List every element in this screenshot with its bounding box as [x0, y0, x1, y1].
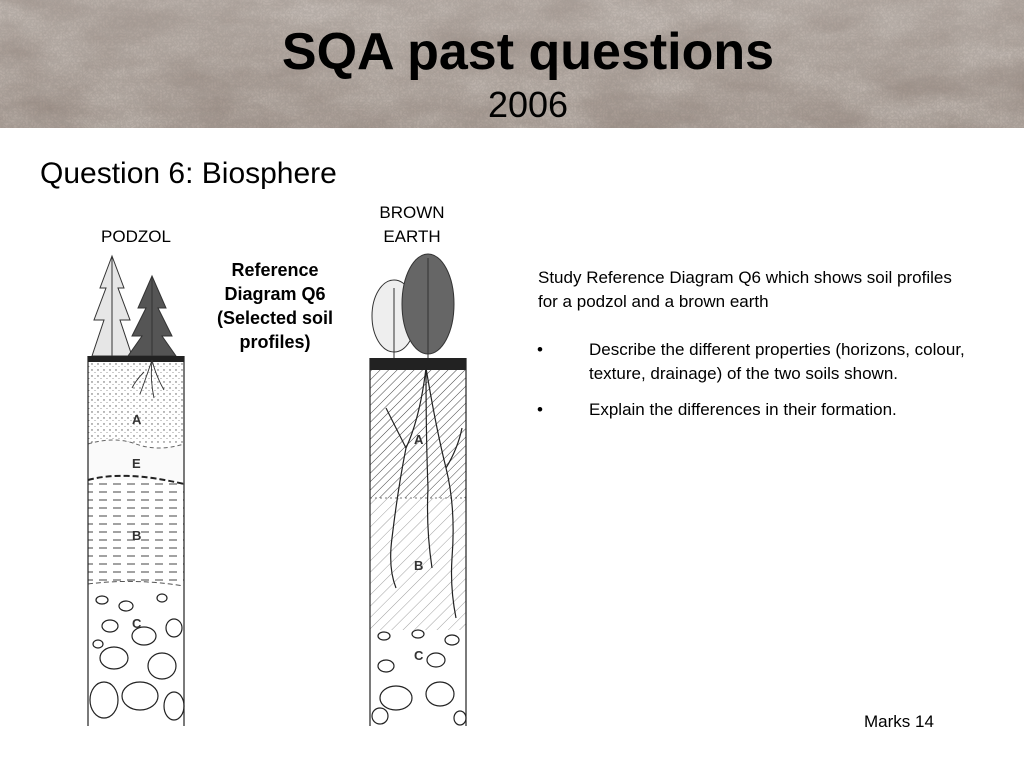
reference-caption: Reference Diagram Q6 (Selected soil profiles): [216, 260, 334, 352]
podzol-surface-layer: [88, 356, 184, 362]
task-bullet-text: Describe the different properties (horizons, colour, texture, drainage) of the two soils shown.: [589, 340, 965, 383]
podzol-horizon-e: E: [132, 456, 141, 471]
marks-total: Marks 14: [864, 712, 934, 731]
podzol-profile-diagram: [84, 248, 188, 728]
brown-earth-label-line2: EARTH: [383, 227, 441, 246]
deciduous-trees-icon: [372, 254, 454, 360]
bullet-point-icon: •: [537, 340, 543, 359]
task-bullet-list: [536, 338, 976, 434]
brown-earth-horizon-a: A: [414, 432, 424, 447]
page-subtitle-year: 2006: [487, 84, 569, 125]
brown-earth-label-line1: BROWN: [379, 203, 445, 222]
task-bullet-item: [536, 338, 976, 386]
bullet-point-icon: •: [537, 400, 543, 419]
podzol-label: PODZOL: [101, 227, 171, 246]
brown-earth-horizon-c: C: [414, 648, 424, 663]
podzol-horizon-b: B: [132, 528, 142, 543]
page-title: SQA past questions: [281, 23, 775, 81]
task-bullet-item: [536, 398, 976, 422]
podzol-horizon-c: C: [132, 616, 142, 631]
brown-earth-profile-diagram: [366, 248, 470, 728]
question-heading: Question 6: Biosphere: [40, 157, 337, 190]
podzol-horizon-a: A: [132, 412, 142, 427]
study-instruction: Study Reference Diagram Q6 which shows soil profiles for a podzol and a brown earth: [538, 268, 952, 311]
brown-earth-horizon-b: B: [414, 558, 424, 573]
task-bullet-text: Explain the differences in their formation.: [589, 400, 897, 419]
conifer-trees-icon: [92, 256, 176, 358]
brown-earth-surface-layer: [370, 358, 466, 370]
